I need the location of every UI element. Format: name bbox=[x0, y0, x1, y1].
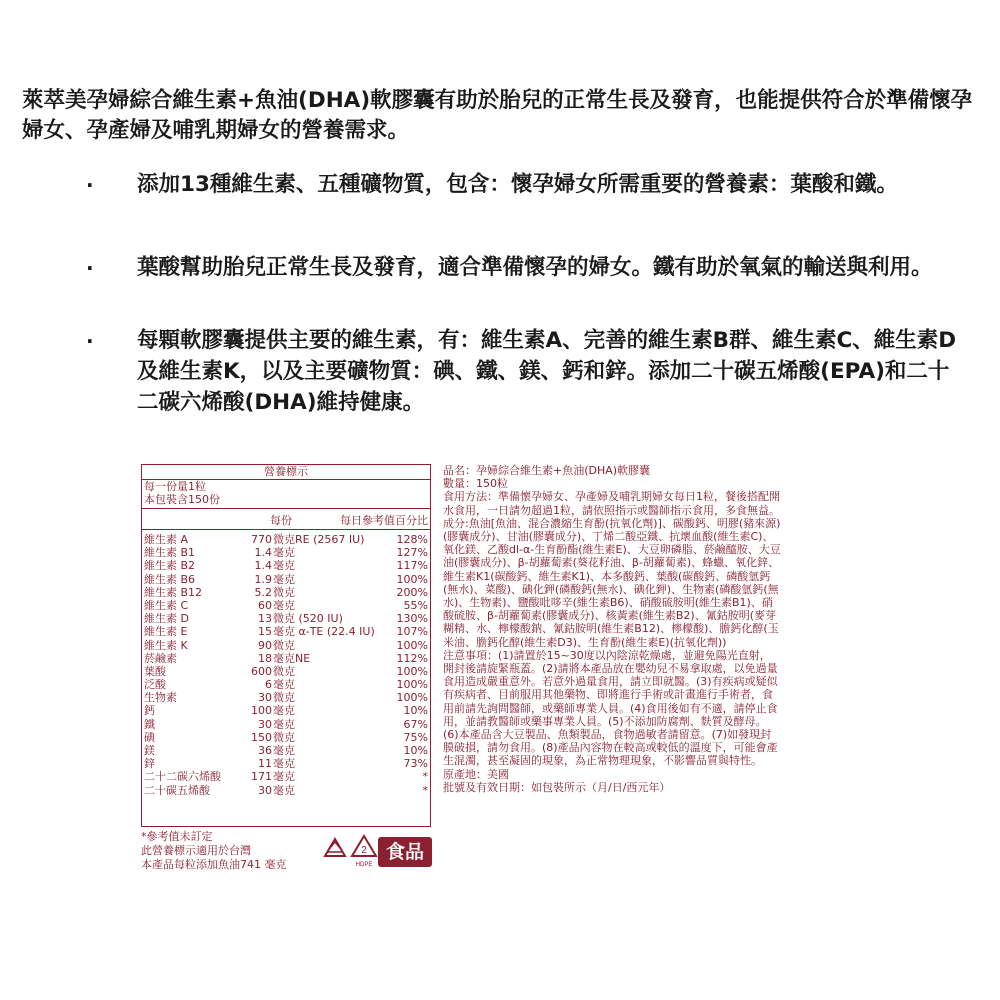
col-daily-value: 每日參考值百分比 bbox=[340, 514, 428, 527]
bullet-dot: · bbox=[86, 173, 94, 197]
nutrition-row bbox=[142, 665, 430, 678]
nutrition-amount: 1.9 bbox=[254, 572, 272, 586]
nutrition-row bbox=[142, 731, 430, 744]
nutrition-amount: 6 bbox=[265, 678, 272, 692]
nutrition-unit: 微克RE (2567 IU) bbox=[273, 533, 365, 546]
nutrition-row bbox=[142, 704, 430, 717]
nutrition-row bbox=[142, 784, 430, 797]
bullet-item-3: 每顆軟膠囊提供主要的維生素，有：維生素A、完善的維生素B群、維生素C、維生素D及維生素K，以及主要礦物質：碘、鐵、鎂、鈣和鋅。添加二十碳五烯酸(EPA)和二十二碳六烯酸(DHA)維持健康。 bbox=[137, 328, 957, 415]
nutrition-row bbox=[142, 678, 430, 691]
nutrition-amount: 150 bbox=[251, 730, 272, 744]
nutrition-amount: 30 bbox=[258, 783, 272, 797]
serving-size: 每一份量1粒 bbox=[144, 480, 206, 493]
nutrition-pct: 117% bbox=[396, 559, 428, 573]
nutrition-name: 維生素 B12 bbox=[144, 585, 203, 599]
note-line: 此營養標示適用於台灣 bbox=[141, 844, 251, 857]
info-line: 注意事項：(1)請置於15~30度以內陰涼乾燥處，並避免陽光直射，開封後請旋緊瓶蓋。(2)請將本產品放在嬰幼兒不易拿取處，以免過量食用造成嚴重意外。若意外過量食用，請立即就醫。(3)有疾病或疑似有疾病者、目前服用其他藥物、即將進行手術或計畫進行手術者，食用前請先詢問醫師，或藥師專業人員。(4)食用後如有不適，請停止食用，並請教醫師或藥事專業人員。(5)不添加防腐劑、麩質及酵母。(6)本產品含大豆製品、魚類製品，食物過敏者請留意。(7)如發現封膜破損，請勿食用。(8)產品內容物在較高或較低的溫度下，可能會產生混濁，甚至凝固的現象，為正常物理現象，不影響品質與特性。 bbox=[443, 648, 778, 768]
bullet-dot: · bbox=[86, 329, 94, 353]
nutrition-unit: 毫克 bbox=[273, 559, 295, 573]
servings-per-pack: 本包裝含150份 bbox=[144, 493, 220, 506]
nutrition-name: 鎂 bbox=[144, 744, 155, 757]
nutrition-unit: 毫克 bbox=[273, 598, 295, 612]
hdpe-recycle-icon bbox=[349, 834, 379, 868]
bullet-item-1: 添加13種維生素、五種礦物質，包含：懷孕婦女所需重要的營養素：葉酸和鐵。 bbox=[137, 172, 898, 197]
nutrition-unit: 微克 (520 IU) bbox=[273, 612, 343, 626]
nutrition-pct: 127% bbox=[396, 546, 428, 560]
nutrition-row bbox=[142, 546, 430, 559]
nutrition-name: 鐵 bbox=[144, 717, 155, 731]
nutrition-name: 二十二碳六烯酸 bbox=[144, 770, 221, 784]
nutrition-unit: 毫克 bbox=[273, 572, 295, 586]
nutrition-pct: * bbox=[422, 783, 428, 797]
bullet-item-2: 葉酸幫助胎兒正常生長及發育，適合準備懷孕的婦女。鐵有助於氧氣的輸送與利用。 bbox=[137, 255, 933, 280]
nutrition-name: 維生素 B6 bbox=[144, 572, 196, 586]
nutrition-row bbox=[142, 573, 430, 586]
nutrition-name: 泛酸 bbox=[144, 678, 166, 692]
nutrition-unit: 毫克 bbox=[273, 757, 295, 771]
nutrition-row bbox=[142, 533, 430, 546]
nutrition-pct: 130% bbox=[396, 612, 428, 626]
nutrition-name: 維生素 B1 bbox=[144, 546, 196, 560]
nutrition-title: 營養標示 bbox=[142, 465, 430, 480]
nutrition-amount: 1.4 bbox=[254, 546, 272, 560]
nutrition-row bbox=[142, 625, 430, 638]
nutrition-column-header bbox=[142, 508, 430, 530]
nutrition-amount: 5.2 bbox=[254, 585, 272, 599]
nutrition-name: 鈣 bbox=[144, 704, 155, 718]
nutrition-name: 生物素 bbox=[144, 691, 177, 705]
nutrition-amount: 15 bbox=[258, 625, 272, 639]
nutrition-amount: 100 bbox=[251, 704, 272, 718]
nutrition-row bbox=[142, 757, 430, 770]
recycle-icon bbox=[321, 836, 349, 864]
nutrition-pct: 107% bbox=[396, 625, 428, 639]
nutrition-unit: 毫克 bbox=[273, 704, 295, 718]
nutrition-name: 維生素 K bbox=[144, 638, 188, 652]
nutrition-amount: 30 bbox=[258, 717, 272, 731]
info-line: 原產地：美國 bbox=[443, 767, 509, 781]
nutrition-name: 菸鹼素 bbox=[144, 651, 177, 665]
product-info bbox=[443, 464, 781, 794]
nutrition-name: 維生素 A bbox=[144, 533, 189, 546]
nutrition-name: 鋅 bbox=[144, 757, 155, 771]
info-line: 食用方法：準備懷孕婦女、孕產婦及哺乳期婦女每日1粒，餐後搭配開水食用，一日請勿超過1粒，請依照指示或醫師指示食用，多食無益。 bbox=[443, 490, 780, 517]
info-line: 品名：孕婦綜合維生素+魚油(DHA)軟膠囊 bbox=[443, 464, 651, 477]
nutrition-amount: 18 bbox=[258, 651, 272, 665]
nutrition-name: 二十碳五烯酸 bbox=[144, 783, 210, 797]
nutrition-unit: 微克 bbox=[273, 730, 295, 744]
nutrition-row bbox=[142, 639, 430, 652]
col-per-serving: 每份 bbox=[270, 514, 292, 527]
nutrition-name: 維生素 E bbox=[144, 625, 188, 639]
nutrition-pct: 67% bbox=[403, 717, 428, 731]
nutrition-amount: 36 bbox=[258, 744, 272, 757]
recycle-label: HDPE bbox=[355, 862, 373, 868]
nutrition-unit: 微克 bbox=[273, 638, 295, 652]
nutrition-rows bbox=[142, 530, 430, 797]
nutrition-unit: 毫克 bbox=[273, 678, 295, 692]
nutrition-pct: 100% bbox=[396, 678, 428, 692]
intro-paragraph: 萊萃美孕婦綜合維生素+魚油(DHA)軟膠囊有助於胎兒的正常生長及發育，也能提供符合於準備懷孕婦女、孕產婦及哺乳期婦女的營養需求。 bbox=[22, 88, 973, 143]
nutrition-unit: 毫克 bbox=[273, 783, 295, 797]
nutrition-pct: 100% bbox=[396, 572, 428, 586]
nutrition-pct: 112% bbox=[396, 651, 428, 665]
nutrition-unit: 毫克 bbox=[273, 546, 295, 560]
nutrition-pct: * bbox=[422, 770, 428, 784]
recycle-number: 2 bbox=[361, 845, 367, 856]
nutrition-pct: 100% bbox=[396, 691, 428, 705]
nutrition-pct: 100% bbox=[396, 664, 428, 678]
info-line: 成分:魚油[魚油、混合濃縮生育酚(抗氧化劑)]、碳酸鈣、明膠(豬來源)(膠囊成分)、甘油(膠囊成分)、丁烯二酸亞鐵、抗壞血酸(維生素C)、氧化鎂、乙酸dl-α-生育酚酯(維生素E)、大豆卵磷脂、菸鹼醯胺、大豆油(膠囊成分)、β-胡蘿蔔素(葵花籽油、β-胡蘿蔔素)、蜂蠟、氧化鋅、維生素K1(碳酸鈣、維生素K1)、本多酸鈣、葉酸(碳酸鈣、磷酸氫鈣(無水)、菜酸)、碘化鉀(磷酸鈣(無水)、碘化鉀)、生物素(磷酸氫鈣(無水)、生物素)、鹽酸吡哆辛(維生素B6)、硝酸硫胺明(維生素B1)、硝酸硫胺、β-胡蘿蔔素(膠囊成分)、核黃素(維生素B2)、氰鈷胺明(麥芽糊精、水、檸檬酸鈉、氰鈷胺明(維生素B12)、檸檬酸)、膽鈣化醇(玉米油、膽鈣化醇(維生素D3)、生育酚(維生素E)(抗氧化劑)) bbox=[443, 516, 781, 649]
nutrition-amount: 90 bbox=[258, 638, 272, 652]
nutrition-pct: 128% bbox=[396, 533, 428, 546]
nutrition-amount: 60 bbox=[258, 598, 272, 612]
nutrition-row bbox=[142, 770, 430, 783]
nutrition-amount: 30 bbox=[258, 691, 272, 705]
food-badge: 食品 bbox=[378, 837, 432, 867]
nutrition-row bbox=[142, 559, 430, 572]
nutrition-pct: 100% bbox=[396, 638, 428, 652]
bullet-dot: · bbox=[86, 256, 94, 280]
nutrition-row bbox=[142, 652, 430, 665]
nutrition-pct: 55% bbox=[403, 598, 428, 612]
nutrition-amount: 600 bbox=[251, 664, 272, 678]
nutrition-pct: 73% bbox=[403, 757, 428, 771]
nutrition-unit: 毫克NE bbox=[273, 651, 311, 665]
nutrition-name: 維生素 B2 bbox=[144, 559, 196, 573]
nutrition-unit: 毫克 bbox=[273, 717, 295, 731]
note-line: 本產品每粒添加魚油741 毫克 bbox=[141, 858, 287, 871]
note-line: *參考值未訂定 bbox=[141, 830, 213, 843]
nutrition-name: 維生素 C bbox=[144, 598, 189, 612]
info-line: 批號及有效日期：如包裝所示（月/日/西元年） bbox=[443, 780, 671, 794]
nutrition-amount: 11 bbox=[258, 757, 272, 771]
nutrition-unit: 毫克 bbox=[273, 744, 295, 757]
nutrition-amount: 1.4 bbox=[254, 559, 272, 573]
nutrition-unit: 微克 bbox=[273, 664, 295, 678]
nutrition-pct: 10% bbox=[403, 744, 428, 757]
nutrition-row bbox=[142, 691, 430, 704]
nutrition-amount: 13 bbox=[258, 612, 272, 626]
nutrition-name: 葉酸 bbox=[144, 664, 166, 678]
nutrition-unit: 毫克 bbox=[273, 770, 295, 784]
nutrition-amount: 770 bbox=[251, 533, 272, 546]
nutrition-pct: 200% bbox=[396, 585, 428, 599]
nutrition-unit: 微克 bbox=[273, 585, 295, 599]
info-line: 數量：150粒 bbox=[443, 477, 508, 491]
nutrition-row bbox=[142, 744, 430, 757]
nutrition-row bbox=[142, 718, 430, 731]
nutrition-name: 維生素 D bbox=[144, 612, 189, 626]
nutrition-pct: 75% bbox=[403, 730, 428, 744]
nutrition-name: 碘 bbox=[144, 730, 155, 744]
nutrition-row bbox=[142, 599, 430, 612]
nutrition-pct: 10% bbox=[403, 704, 428, 718]
nutrition-amount: 171 bbox=[251, 770, 272, 784]
nutrition-unit: 微克 bbox=[273, 691, 295, 705]
nutrition-row bbox=[142, 612, 430, 625]
nutrition-table bbox=[141, 464, 431, 827]
nutrition-unit: 毫克 α-TE (22.4 IU) bbox=[273, 625, 375, 639]
nutrition-row bbox=[142, 586, 430, 599]
